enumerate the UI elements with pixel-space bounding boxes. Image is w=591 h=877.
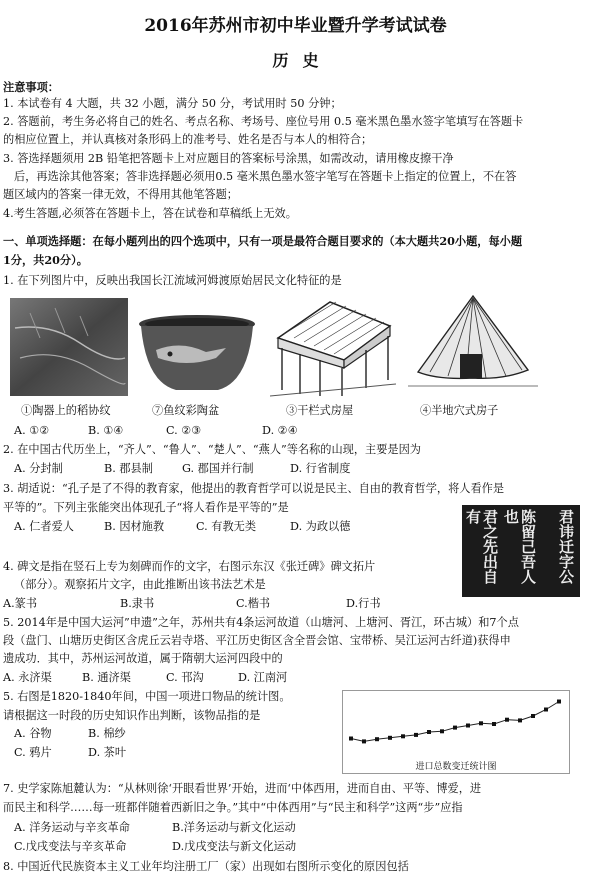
q4-option-a: A.篆书 — [3, 597, 38, 610]
data-point — [479, 721, 483, 725]
data-point — [557, 700, 561, 704]
q1-caption-3: ③干栏式房屋 — [286, 404, 354, 417]
chart-plot — [343, 691, 569, 761]
q1-caption-2: ⑦鱼纹彩陶盆 — [152, 404, 220, 417]
q2-option-a: A. 分封制 — [14, 462, 63, 475]
q5b-option-d: D. 茶叶 — [88, 746, 127, 759]
q2-option-c: G. 郡国并行制 — [182, 462, 254, 475]
stilt-house-drawing — [270, 298, 396, 398]
notice-heading: 注意事项： — [3, 80, 59, 94]
q7-line-1: 7. 史学家陈旭麓认为：“从林则徐‘开眼看世界’开始，进而‘中体西用，进而自由、平等、博爱，进 — [3, 782, 482, 795]
q5a-line-2: 段（盘门、山塘历史街区含虎丘云岩寺塔、平江历史街区含全晋会馆、宝带桥、吴江运河古纤道)获得申 — [3, 634, 511, 647]
section-heading-2: 1分，共20分）。 — [3, 253, 88, 267]
q7-line-2: 而民主和科学……每一班都伴随着西新旧之争。”其中“中体西用”与“民主和科学”这两“步”应指 — [3, 801, 463, 814]
q5b-option-c: C. 鸦片 — [14, 746, 52, 759]
data-point — [518, 718, 522, 722]
q7-option-a: A. 洋务运动与辛亥革命 — [14, 821, 130, 834]
q5a-option-c: C. 邗沟 — [166, 671, 204, 684]
notice-line-4: 4.考生答题,必须答在答题卡上，答在试卷和草稿纸上无效。 — [3, 207, 297, 220]
series-line — [351, 702, 559, 742]
data-point — [414, 733, 418, 737]
pottery-rice-pattern-photo — [10, 298, 128, 396]
data-point — [531, 714, 535, 718]
q4-option-d: D.行书 — [346, 597, 381, 610]
fish-pattern-basin-photo — [136, 312, 258, 398]
data-point — [349, 737, 353, 741]
q3-option-b: B. 因材施教 — [104, 520, 165, 533]
q1-caption-4: ④半地穴式房子 — [420, 404, 499, 417]
data-point — [401, 734, 405, 738]
data-point — [544, 708, 548, 712]
data-point — [466, 724, 470, 728]
q1-stem: 1. 在下列图片中，反映出我国长江流域河姆渡原始居民文化特征的是 — [3, 274, 342, 287]
q1-option-c: C. ②③ — [166, 424, 202, 437]
stele-column-3: 君之先出自有 — [464, 509, 499, 584]
q5b-line-1: 5. 右图是1820-1840年间，中国一项进口物品的统计图。 — [3, 690, 291, 703]
q5b-option-b: B. 棉纱 — [88, 727, 126, 740]
section-heading-1: 一、单项选择题：在每小题列出的四个选项中，只有一项是最符合题目要求的（本大题共20小题，每小题 — [3, 234, 523, 248]
notice-line-3a: 3. 答选择题须用 2B 铅笔把答题卡上对应题目的答案标号涂黑，如需改动，请用橡皮擦干净 — [3, 152, 454, 165]
q2-stem: 2. 在中国古代历坐上，“齐人”、“鲁人”、“楚人”、“燕人”等名称的山现，主要是因为 — [3, 443, 421, 456]
q7-option-d: D.戊戌变法与新文化运动 — [172, 840, 297, 853]
data-point — [362, 739, 366, 743]
q5a-option-a: A. 永济渠 — [3, 671, 52, 684]
q5a-option-d: D. 江南河 — [238, 671, 288, 684]
q2-option-d: D. 行省制度 — [290, 462, 351, 475]
notice-line-3b: 后，再选涂其他答案；答非选择题必须用0.5 毫米黑色墨水签字笔写在答题卡上指定的位置上，不在答 — [14, 170, 517, 183]
q4-line-1: 4. 碑文是指在竖石上专为刻碑而作的文字，右图示东汉《张迁碑》碑文拓片 — [3, 560, 376, 573]
chart-caption: 进口总数变迁统计图 — [415, 762, 497, 772]
q3-line-2: 平等的”。下列主张能突出体现孔子“将人看作是平等的”是 — [3, 501, 289, 514]
data-point — [505, 718, 509, 722]
q5a-line-1: 5. 2014年是中国大运河”申遗”之年，苏州共有4条运河故道（山塘河、上塘河、胥江，环古城）和7个点 — [3, 616, 519, 629]
notice-line-2a: 2. 答题前，考生务必将自己的姓名、考点名称、考场号、座位号用 0.5 毫米黑色墨水签字笔填写在答题卡 — [3, 115, 524, 128]
notice-line-3c: 题区域内的答案一律无效，不得用其他笔答题； — [3, 188, 238, 201]
import-statistics-chart — [342, 690, 570, 774]
q1-option-d: D. ②④ — [262, 424, 298, 437]
q5b-line-2: 请根据这一时段的历史知识作出判断，该物品指的是 — [3, 709, 261, 722]
q1-option-a: A. ①② — [14, 424, 50, 437]
zhangqian-stele-rubbing — [462, 505, 580, 597]
q8-line-1: 8. 中国近代民族资本主义工业年均注册工厂（家）出现如右图所示变化的原因包括 — [3, 860, 409, 873]
data-point — [453, 726, 457, 730]
q7-option-b: B.洋务运动与新文化运动 — [172, 821, 296, 834]
q5a-line-3: 遗成功．其中，苏州运河故道，属于隋朝大运河四段中的 — [3, 652, 283, 665]
subject-title: 历史 — [272, 51, 333, 70]
notice-line-1: 1. 本试卷有 4 大题，共 32 小题，满分 50 分，考试用时 50 分钟； — [3, 97, 342, 110]
q4-option-b: B.隶书 — [120, 597, 155, 610]
q1-caption-1: ①陶器上的稻协纹 — [21, 404, 111, 417]
stele-column-2: 陈留己吾人也 — [502, 509, 537, 584]
q5a-option-b: B. 通济渠 — [82, 671, 131, 684]
q4-line-2: （部分）。观察拓片文字，由此推断出该书法艺术是 — [14, 578, 266, 591]
data-point — [427, 730, 431, 734]
data-point — [492, 722, 496, 726]
q3-option-d: D. 为政以德 — [290, 520, 351, 533]
q5b-option-a: A. 谷物 — [14, 727, 52, 740]
semi-underground-hut-drawing — [408, 290, 538, 396]
data-point — [440, 729, 444, 733]
q3-option-c: C. 有教无类 — [196, 520, 257, 533]
q3-option-a: A. 仁者爱人 — [14, 520, 74, 533]
stele-column-1: 君讳迁字公 — [557, 509, 575, 584]
data-point — [375, 737, 379, 741]
notice-line-2b: 的相应位置上，并认真核对条形码上的准考号、姓名是否与本人的相符合； — [3, 133, 373, 146]
q1-option-b: B. ①④ — [88, 424, 124, 437]
data-point — [388, 736, 392, 740]
exam-title: 2016年苏州市初中毕业暨升学考试试卷 — [144, 16, 447, 36]
q3-line-1: 3. 胡适说：“孔子是了不得的教育家，他提出的教育哲学可以说是民主、自由的教育哲学，将人看作是 — [3, 482, 505, 495]
q2-option-b: B. 郡县制 — [104, 462, 153, 475]
q4-option-c: C.楷书 — [236, 597, 271, 610]
q7-option-c: C.戊戌变法与辛亥革命 — [14, 840, 127, 853]
